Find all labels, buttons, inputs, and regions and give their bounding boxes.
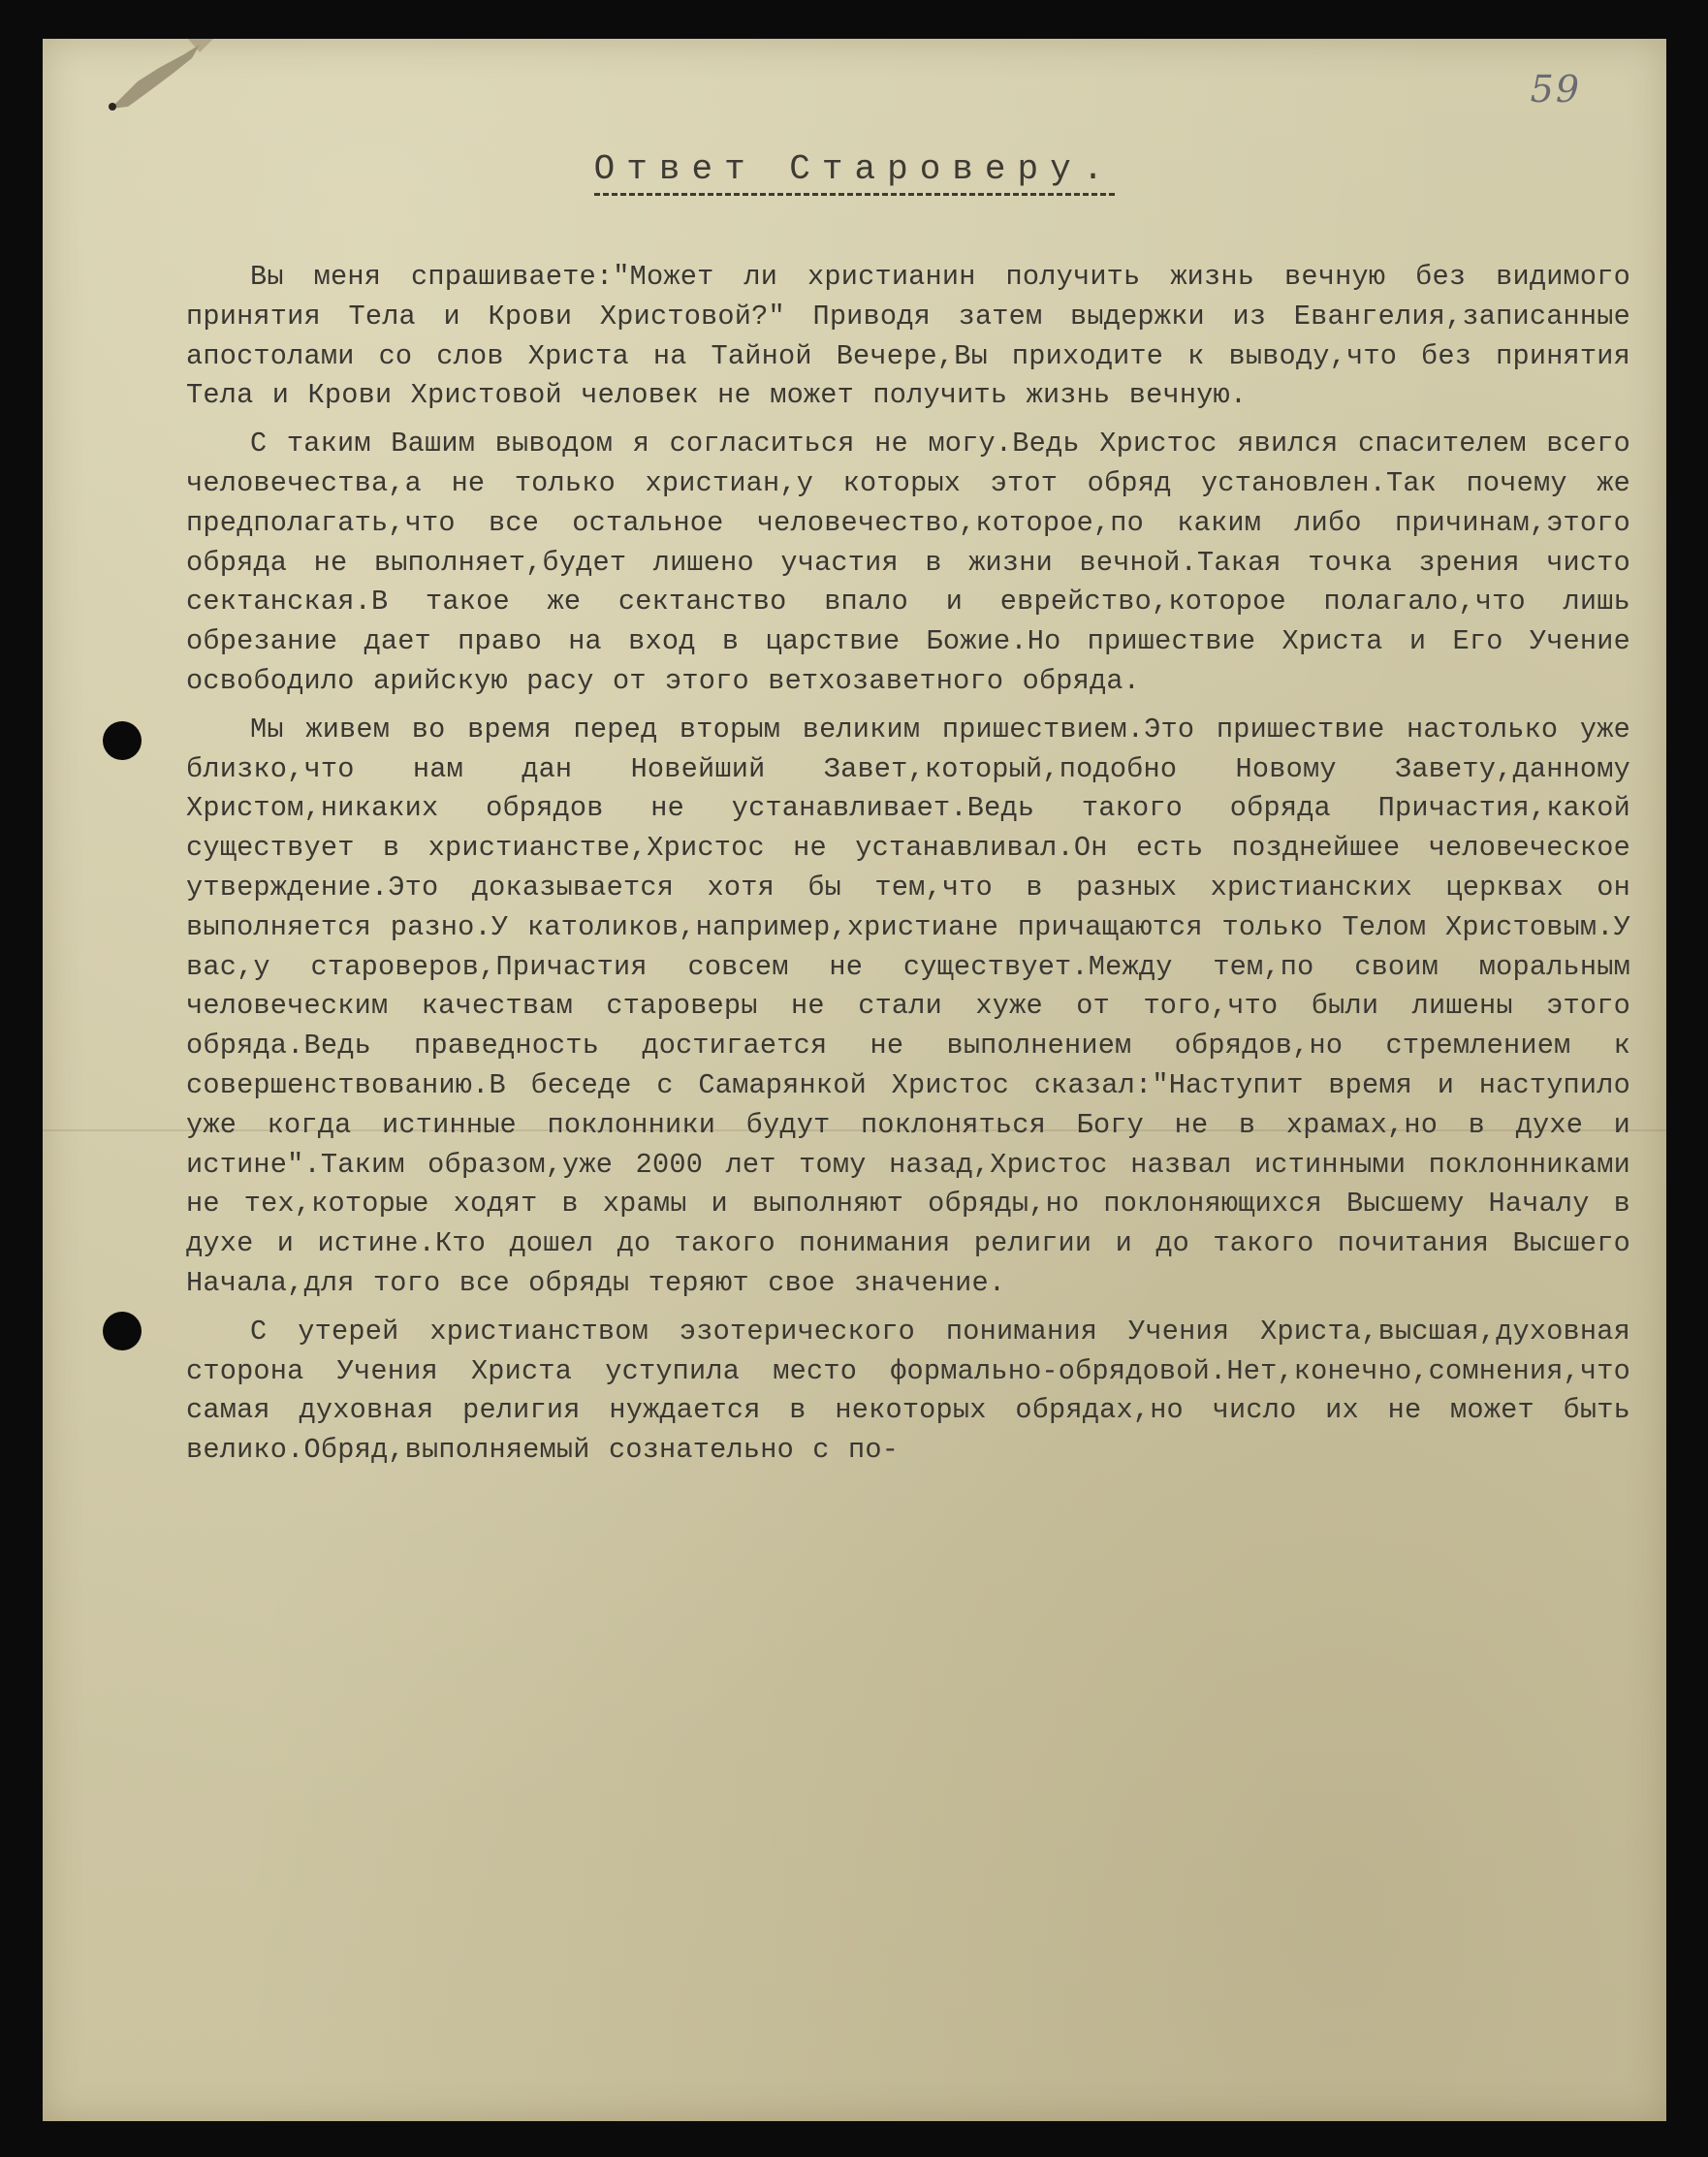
handwritten-page-number: 59 <box>1530 68 1581 111</box>
document-page <box>43 39 1666 2121</box>
torn-corner-mark <box>91 39 237 116</box>
paragraph-3: Мы живем во время перед вторым великим пришествием.Это пришествие настолько уже близко,что нам дан Новейший Завет,который,подобно Новому Завету,данному Христом,никаких обрядов не устанавливает.Ведь такого обряда Причастия,какой существует в христианстве,Христос не устанавливал.Он есть позднейшее человеческое утверждение.Это доказывается хотя бы тем,что в разных христианских церквах он выполняется разно.У католиков,например,христиане причащаются только Телом Христовым.У вас,у староверов,Причастия совсем не существует.Между тем,по своим моральным человеческим качествам староверы не стали хуже от того,что были лишены этого обряда.Ведь праведность достигается не выполнением обрядов,но стремлением к совершенствованию.В беседе с Самарянкой Христос сказал:"Наступит время и наступило уже когда истинные поклонники будут поклоняться Богу не в храмах,но в духе и истине".Таким образом,уже 2000 лет тому назад,Христос назвал истинными поклонниками не тех,которые ходят в храмы и выполняют обряды,но поклоняющихся Высшему Началу в духе и истине.Кто дошел до такого понимания религии и до такого почитания Высшего Начала,для того все обряды теряют свое значение. <box>186 713 1630 1299</box>
punch-hole <box>103 1312 142 1350</box>
punch-hole <box>103 721 142 760</box>
paragraph-4: С утерей христианством эзотерического понимания Учения Христа,высшая,духовная сторона Учения Христа уступила место формально-обрядовой.Нет,конечно,сомнения,что самая духовная религия нуждается в некоторых обрядах,но число их не может быть велико.Обряд,выполняемый сознательно с по- <box>186 1315 1630 1467</box>
document-title <box>43 149 1666 196</box>
paragraph-1: Вы меня спрашиваете:"Может ли христианин получить жизнь вечную без видимого принятия Тела и Крови Христовой?" Приводя затем выдержки из Евангелия,записанные апостолами со слов Христа на Тайной Вечере,Вы приходите к выводу,что без принятия Тела и Крови Христовой человек не может получить жизнь вечную. <box>186 261 1630 412</box>
paragraph-2: С таким Вашим выводом я согласиться не могу.Ведь Христос явился спасителем всего человечества,а не только христиан,у которых этот обряд установлен.Так почему же предполагать,что все остальное человечество,которое,по каким либо причинам,этого обряда не выполняет,будет лишено участия в жизни вечной.Такая точка зрения чисто сектанская.В такое же сектанство впало и еврейство,которое полагало,что лишь обрезание дает право на вход в царствие Божие.Но пришествие Христа и Его Учение освободило арийскую расу от этого ветхозаветного обряда. <box>186 428 1630 697</box>
document-body <box>186 258 1630 1471</box>
document-title-text: Ответ Староверу. <box>594 149 1116 196</box>
